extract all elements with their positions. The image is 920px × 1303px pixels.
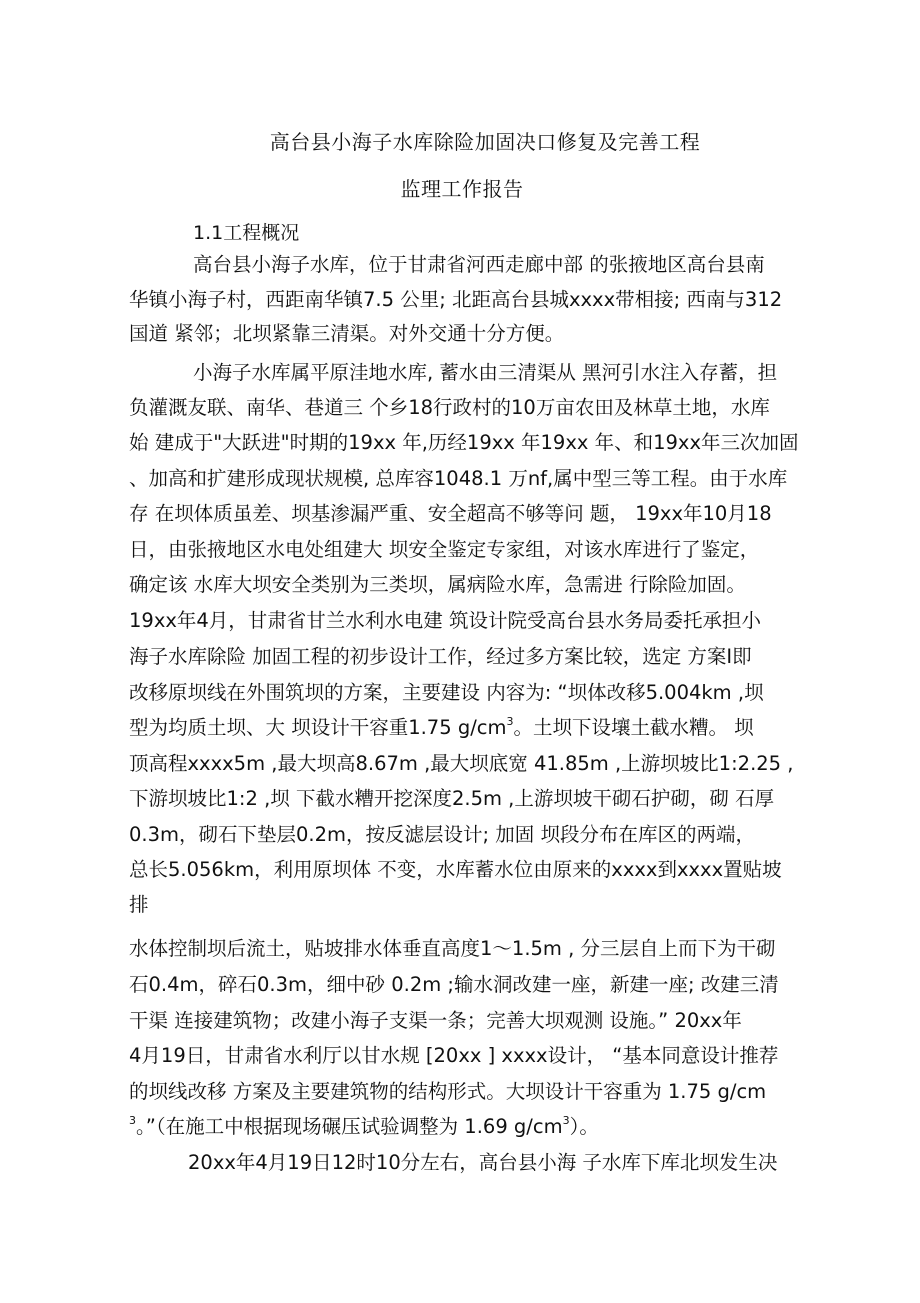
document-subtitle: 监理工作报告 (400, 177, 524, 201)
paragraph-line: 国道 紧邻；北坝紧靠三清渠。对外交通十分方便。 (129, 322, 565, 345)
superscript: 3 (129, 1114, 136, 1127)
paragraph-line: 日，由张掖地区水电处组建大 坝安全鉴定专家组，对该水库进行了鉴定， (129, 538, 760, 561)
paragraph-line: 4月19日，甘肃省水利厅以甘水规 [20xx ] xxxx设计， “基本同意设计推荐 (129, 1044, 779, 1067)
paragraph-line: 确定该 水库大坝安全类别为三类坝，属病险水库，急需进 行除险加固。 (129, 573, 746, 596)
superscript: 3 (562, 1114, 570, 1127)
paragraph-line: 排 (129, 893, 149, 916)
paragraph-line: 华镇小海子村，西距南华镇7.5 公里; 北距高台县城xxxx带相接; 西南与312 (129, 288, 783, 311)
paragraph-line: 海子水库除险 加固工程的初步设计工作，经过多方案比较，选定 方案I即 (129, 645, 752, 668)
line-text-tail: ）。 (569, 1115, 599, 1138)
superscript: 3 (506, 715, 514, 728)
paragraph-line (129, 1114, 599, 1138)
paragraph-line: 的坝线改移 方案及主要建筑物的结构形式。大坝设计干容重为 1.75 g/cm (129, 1080, 767, 1103)
paragraph-line: 干渠 连接建筑物；改建小海子支渠一条；完善大坝观测 设施。” 20xx年 (129, 1009, 742, 1032)
section-heading: 1.1工程概况 (193, 222, 300, 244)
document-title: 高台县小海子水库除险加固决口修复及完善工程 (269, 130, 701, 154)
paragraph-line: 高台县小海子水库，位于甘肃省河西走廊中部 的张掖地区高台县南 (193, 253, 765, 276)
paragraph-line: 小海子水库属平原洼地水库, 蓄水由三清渠从 黑河引水注入存蓄，担 (193, 361, 778, 384)
paragraph-line: 改移原坝线在外围筑坝的方案，主要建设 内容为: “坝体改移5.004km ,坝 (129, 681, 764, 704)
paragraph-line: 始 建成于"大跃进"时期的19xx 年,历经19xx 年19xx 年、和19xx年三次加固 (129, 431, 799, 454)
paragraph-line: 顶高程xxxx5m ,最大坝高8.67m ,最大坝底宽 41.85m ,上游坝坡比1:2.25 , (129, 752, 794, 775)
paragraph-line (129, 715, 754, 739)
paragraph-line: 0.3m，砌石下垫层0.2m，按反滤层设计; 加固 坝段分布在库区的两端， (129, 823, 755, 846)
paragraph-line: 负灌溉友联、南华、巷道三 个乡18行政村的10万亩农田及林草土地，水库 (129, 396, 770, 419)
paragraph-line: 20xx年4月19日12时10分左右，高台县小海 子水库下库北坝发生决 (188, 1151, 778, 1174)
paragraph-line: 、加高和扩建形成现状规模, 总库容1048.1 万nf,属中型三等工程。由于水库 (129, 467, 788, 490)
paragraph-line: 总长5.056km，利用原坝体 不变，水库蓄水位由原来的xxxx到xxxx置贴坡 (129, 858, 782, 881)
paragraph-line: 下游坝坡比1:2 ,坝 下截水糟开挖深度2.5m ,上游坝坡干砌石护砌，砌 石厚 (129, 787, 775, 810)
paragraph-line: 石0.4m，碎石0.3m，细中砂 0.2m ;输水洞改建一座，新建一座; 改建三清 (129, 973, 779, 996)
paragraph-line: 存 在坝体质虽差、坝基渗漏严重、安全超高不够等问 题， 19xx年10月18 (129, 502, 772, 525)
line-text-tail: 。土坝下设壤土截水糟。 坝 (513, 716, 754, 739)
paragraph-line: 水体控制坝后流土，贴坡排水体垂直高度1～1.5m , 分三层自上而下为干砌 (129, 937, 776, 960)
paragraph-line: 19xx年4月，甘肃省甘兰水利水电建 筑设计院受高台县水务局委托承担小 (129, 609, 761, 632)
line-text: 。”（在施工中根据现场碾压试验调整为 1.69 g/cm (136, 1115, 563, 1138)
line-text: 型为均质土坝、大 坝设计干容重1.75 g/cm (129, 716, 507, 739)
